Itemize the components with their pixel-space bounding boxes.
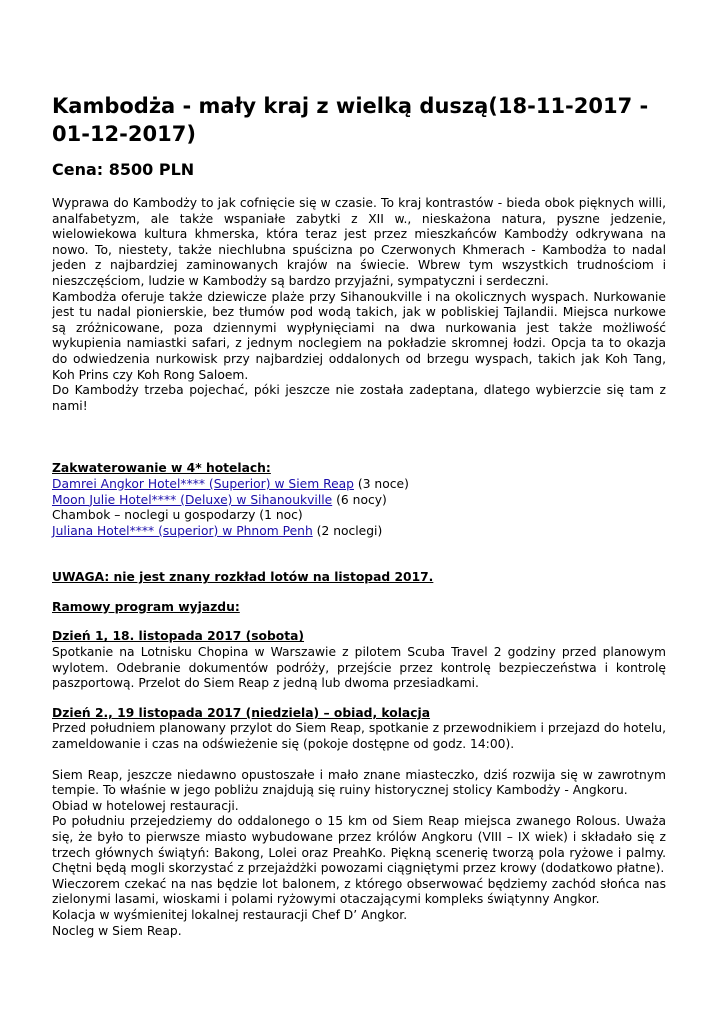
accommodation-heading: Zakwaterowanie w 4* hotelach: — [52, 461, 271, 476]
hotel-item: Juliana Hotel**** (superior) w Phnom Penh (2 noclegi) — [52, 523, 383, 538]
hotel-item: Chambok – noclegi u gospodarzy (1 noc) — [52, 508, 303, 523]
day-2-text: Przed południem planowany przylot do Siem Reap, spotkanie z przewodnikiem i przejazd do hotelu, zameldowanie i czas na odświeżenie się (pokoje dostępne od godz. 14:00). — [52, 721, 666, 752]
day-2-text: Obiad w hotelowej restauracji. — [52, 798, 239, 813]
accommodation-section — [52, 461, 666, 539]
day-2-text: Po południu przejedziemy do oddalonego o 15 km od Siem Reap miejsca zwanego Rolous. Uważa się, że było to pierwsze miasto wybudowane przez królów Angkoru (VIII – IX wiek) i składało się z trzech głównych świątyń: Bakong, Lolei oraz PreahKo. Piękną scenerię tworzą pola ryżowe i palmy. Chętni będą mogli skorzystać z przejażdżki powozami ciągniętymi przez krowy (dodatkowo płatne). — [52, 814, 666, 876]
intro-paragraph-1: Wyprawa do Kambodży to jak cofnięcie się w czasie. To kraj kontrastów - bieda obok pięknych willi, analfabetyzm, ale także wspaniałe zabytki z XII w., nieskażona natura, pyszne jedzenie, wielowiekowa kultura khmerska, która teraz jest przez mieszkańców Kambodży odkrywana na nowo. To, niestety, także niechlubna spuścizna po Czerwonych Khmerach - Kambodża to nadal jeden z najbardziej zaminowanych krajów na świecie. Wbrew tym wszystkich trudnościom i nieszczęściom, ludzie w Kambodży są bardzo przyjaźni, sympatyczni i serdeczni. — [52, 196, 666, 288]
intro-paragraph-3: Do Kambodży trzeba pojechać, póki jeszcze nie została zadeptana, dlatego wybierzcie się tam z nami! — [52, 383, 666, 413]
hotel-item: Moon Julie Hotel**** (Deluxe) w Sihanoukville (6 nocy) — [52, 492, 387, 507]
day-2-section — [52, 706, 666, 939]
flight-warning: UWAGA: nie jest znany rozkład lotów na listopad 2017. — [52, 570, 434, 585]
day-1-text: Spotkanie na Lotnisku Chopina w Warszawie z pilotem Scuba Travel 2 godziny przed planowym wylotem. Odebranie dokumentów podróży, przejście przez kontrolę bezpieczeństwa i kontrolę paszportową. Przelot do Siem Reap z jedną lub dwoma przesiadkami. — [52, 645, 666, 691]
day-1-heading: Dzień 1, 18. listopada 2017 (sobota) — [52, 629, 305, 644]
price: Cena: 8500 PLN — [52, 160, 195, 179]
hotel-item: Damrei Angkor Hotel**** (Superior) w Siem Reap (3 noce) — [52, 476, 409, 491]
day-2-heading: Dzień 2., 19 listopada 2017 (niedziela) – obiad, kolacja — [52, 705, 431, 720]
hotel-link-juliana[interactable]: Juliana Hotel**** (superior) w Phnom Penh — [52, 523, 313, 538]
program-heading: Ramowy program wyjazdu: — [52, 599, 240, 614]
day-2-text: Nocleg w Siem Reap. — [52, 923, 182, 938]
document-page — [52, 92, 666, 939]
hotel-link-damrei[interactable]: Damrei Angkor Hotel**** (Superior) w Siem Reap — [52, 476, 354, 491]
day-1-section — [52, 629, 666, 691]
day-2-text: Wieczorem czekać na nas będzie lot balonem, z którego obserwować będziemy zachód słońca nas zielonymi lasami, wioskami i polami ryżowymi otaczającymi kompleks świątynny Angkor. — [52, 876, 666, 907]
intro-paragraph-2: Kambodża oferuje także dziewicze plaże przy Sihanoukville i na okolicznych wyspach. Nurkowanie jest tu nadal pionierskie, bez tłumów pod wodą takich, jak w pobliskiej Tajlandii. Miejsca nurkowe są zróżnicowane, poza dziennymi wypłynięciami na dwa nurkowania jest także możliwość wykupienia namiastki safari, z jednym noclegiem na pokładzie skromnej łodzi. Opcja ta to okazja do odwiedzenia nurkowisk przy najbardziej oddalonych od brzegu wyspach, takich jak Koh Tang, Koh Prins czy Koh Rong Saloem. — [52, 289, 666, 382]
day-2-text: Kolacja w wyśmienitej lokalnej restauracji Chef D’ Angkor. — [52, 907, 408, 922]
page-title: Kambodża - mały kraj z wielką duszą(18-11-2017 - 01-12-2017) — [52, 94, 649, 146]
hotel-link-moon-julie[interactable]: Moon Julie Hotel**** (Deluxe) w Sihanoukville — [52, 492, 333, 507]
day-2-text: Siem Reap, jeszcze niedawno opustoszałe i mało znane miasteczko, dziś rozwija się w zawrotnym tempie. To właśnie w jego pobliżu znajdują się ruiny historycznej stolicy Kambodży - Angkoru. — [52, 767, 666, 798]
